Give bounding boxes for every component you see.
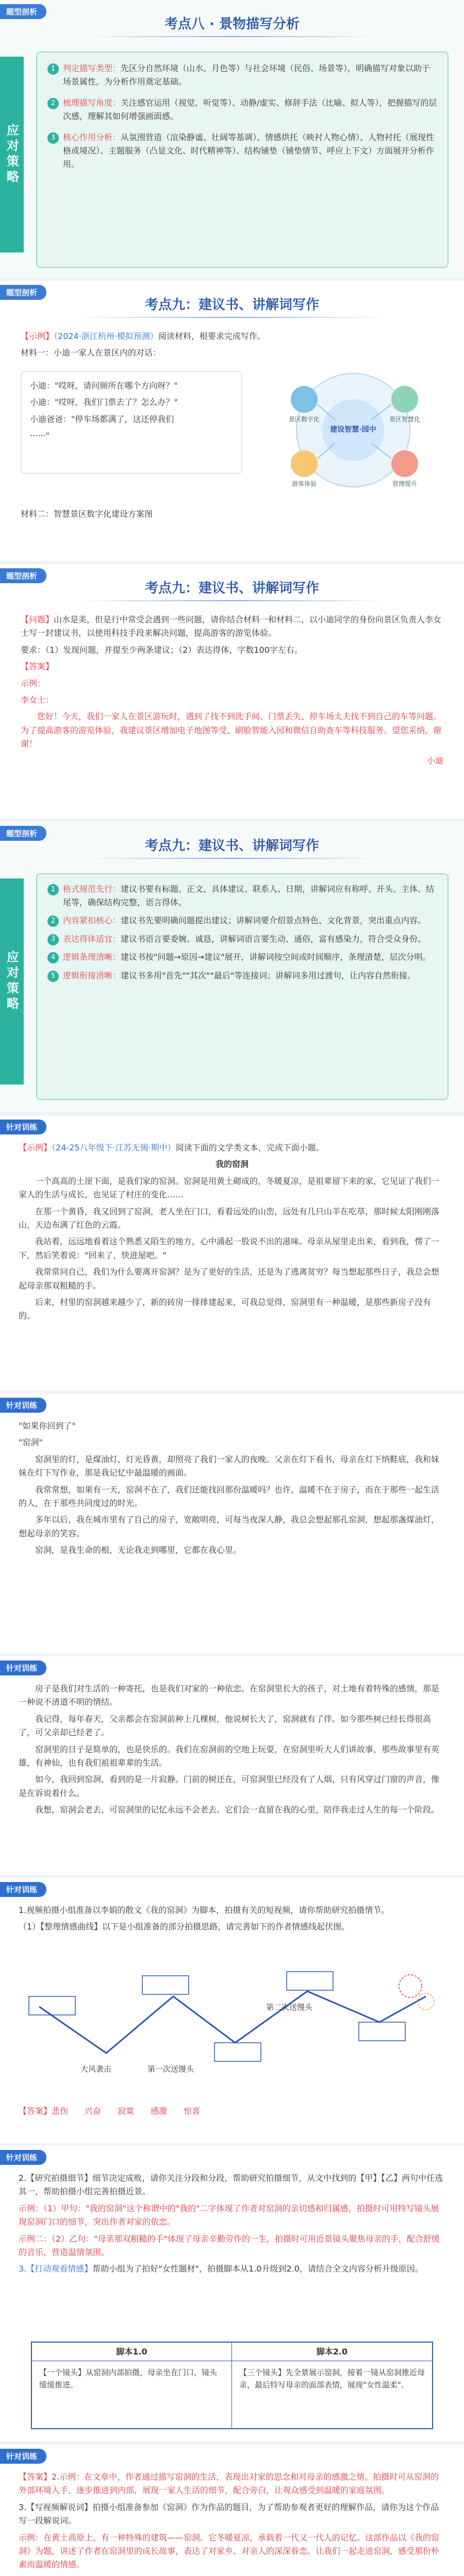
- training-text: [19, 1141, 445, 1326]
- material-2: 材料二：智慧景区数字化建设方案图: [21, 509, 153, 519]
- table-header: 脚本2.0: [232, 2343, 432, 2361]
- item-head: 内容紧扣核心：: [63, 916, 121, 926]
- strategy-box: [36, 52, 449, 268]
- section-tag: 针对训练: [0, 1120, 46, 1134]
- item-number: 3: [47, 132, 59, 144]
- answer-head: 【答案】: [21, 662, 54, 672]
- article-paragraph: 如今，我回到窑洞，看到的是一片寂静。门前的树还在，可窑洞里已经没有了人烟，只有风穿过门窗的声音，像是在诉说着什么。: [19, 1774, 440, 1798]
- example-tag: 【示例】: [19, 1143, 52, 1153]
- dialogue-line: ······": [30, 431, 49, 441]
- strategy-item: [47, 131, 437, 171]
- question-text: 3.【写视频解说词】拍摄小组准备参加《窑洞》作为作品的题目，为了帮助参观者更好的理解作品，请你为这个作品写一段解说词。: [19, 2502, 439, 2526]
- example-answer: 示例：（1）甲句："我的窑洞"这个称谓中的"我的"二字体现了作者对窑洞的亲切感和归属感，拍摄时可用特写镜头展现窑洞门口的细节，突出作者对家的依恋。: [19, 2203, 439, 2227]
- item-text: 建议书多用"首先""其次""最后"等连接词；讲解词多用过渡句，让内容自然衔接。: [121, 970, 416, 980]
- diagram-panel: [258, 363, 449, 497]
- section-tag: 针对训练: [0, 2150, 46, 2165]
- slide-title: 考点八 · 景物描写分析: [164, 16, 300, 32]
- item-text: 建议书语言要委婉、诚恳，讲解词语言要生动、通俗，富有感染力，符合受众身份。: [121, 934, 426, 944]
- curve-label: 大风袭击: [80, 2064, 112, 2074]
- question-text: 帮助小组为了拍好"女性题材"，拍摄脚本从1.0升级到2.0，请结合全文内容分析升级原因。: [92, 2264, 423, 2274]
- article-paragraph: 房子是我们对生活的一种寄托，也是我们对家的一种依恋。在窑洞里长大的孩子，对土地有着特殊的感情，那是一种说不清道不明的情结。: [19, 1684, 440, 1707]
- example-source: （2024·浙江杭州·模拟预测）: [54, 331, 158, 341]
- answer-text: 悲伤 兴奋 寂寞 感激 惊喜: [52, 2106, 201, 2116]
- section-tag: 针对训练: [0, 1398, 46, 1413]
- answer-body: 您好！今天，我们一家人在景区游玩时，遇到了找不到洗手间、门票丢失、停车场太夫找不到自己的车等问题。为了提高游客的游览体验，我建议景区增加电子地图等受、刷脸智能入园和微信自助查车等科技服务。望您采纳，谢谢！: [21, 711, 442, 749]
- quote-line: "窑洞": [19, 1437, 43, 1448]
- material-1: 材料一：小迪一家人在景区内的对话：: [21, 348, 161, 358]
- question-requirement: 要求：（1）发现问题，并提至少两条建议；（2）表达得体，字数100字左右。: [21, 645, 303, 655]
- example-intro: 阅读材料，根要求完成写作。: [158, 331, 266, 341]
- slide-kaodian-9-strategy: [0, 822, 464, 1115]
- strategy-item: [47, 96, 437, 123]
- title-divider: [77, 858, 387, 859]
- slide-title: 考点九：建议书、讲解词写作: [144, 581, 319, 596]
- item-number: 4: [47, 952, 59, 963]
- item-text: 关注感官运用（视觉、听觉等）、动静/虚实、修辞手法（比喻、拟人等），把握描写的层次感，理解其如何增强画面感。: [63, 98, 437, 121]
- strategy-item: [47, 914, 437, 927]
- slide-kaodian-9-answer: [0, 564, 464, 822]
- item-text: 建议书按"问题→原因→建议"展开，讲解词按空间或时间顺序，条理清楚，层次分明。: [121, 952, 431, 962]
- dialogue-line: 小迪："哎呀，我们门票去了？怎么办？": [30, 397, 178, 408]
- strategy-item: [47, 933, 437, 946]
- item-number: 2: [47, 98, 59, 109]
- section-tag: 题型剖析: [0, 568, 46, 583]
- article-paragraph: 我想，窑洞会老去，可窑洞里的记忆永远不会老去。它们会一直留在我的心里，陪伴我走过人生的每一个阶段。: [35, 1805, 440, 1815]
- section-tag: 针对训练: [0, 1882, 46, 1897]
- slide-training-answers: [0, 2445, 464, 2576]
- item-head: 核心作用分析：: [63, 132, 121, 143]
- side-label: 应对策略: [0, 57, 24, 252]
- question-block: [19, 1904, 445, 1937]
- article-paragraph: 我常常想，如果有一天，窑洞不在了，我们还能找回那份温暖吗？也许，温暖不在于房子，而在于那些一起生活的人，在于那些共同度过的时光。: [19, 1484, 440, 1508]
- item-text: 建议书先要明确问题提出建议；讲解词要介绍景点特色、文化背景，突出重点内容。: [121, 916, 426, 926]
- diagram-node: 景区智慧化: [389, 416, 420, 423]
- title-divider: [77, 36, 387, 37]
- question-number: 2.: [19, 2173, 27, 2183]
- slide-training-emotion-curve: [0, 1878, 464, 2146]
- diagram-node: 管理提升: [392, 480, 417, 487]
- training-text: [19, 1682, 445, 1820]
- sub-question: （1）【整理情感曲线】以下是小组准备的部分拍摄思路，请完善如下的作者情感线起伏图。: [19, 1922, 350, 1932]
- article-title: 我的窑洞: [215, 1159, 248, 1170]
- article-paragraph: 窑洞，是我生命的根，无论我走到哪里，它都在我心里。: [35, 1545, 242, 1555]
- item-head: 判定描写类型：: [63, 63, 121, 73]
- question-text: 山水是美，但是行中常受会遇到一些问题，请你结合材料一和材料二，以小迪同学的身份向景区负责人李女士写一封建议书，以使用科技手段来解决问题，提高游客的游览体验。: [21, 615, 442, 638]
- training-text: [19, 1419, 445, 1561]
- item-number: 2: [47, 916, 59, 927]
- slide-kaodian-8: [0, 0, 464, 281]
- side-label: 应对策略: [0, 878, 24, 1084]
- item-head: 逻辑衔接清晰：: [63, 970, 121, 980]
- item-text: 先区分自然环境（山水、月色等）与社会环境（民俗、场景等），明确描写对象以助于场景属性，为分析作用奠定基础。: [63, 63, 430, 87]
- slide-kaodian-9-example: [0, 281, 464, 564]
- diagram-node: 景区数字化: [288, 416, 320, 423]
- title-divider: [77, 317, 387, 318]
- example-answer: 示例二：（2）乙句："母亲那双粗糙的手"体现了母亲辛勤劳作的一生，拍摄时可用近景镜头聚焦母亲的手，配合舒缓的音乐，营造温情氛围。: [19, 2233, 440, 2257]
- example-intro: 阅读下面的文学类文本，完成下面小题。: [175, 1143, 324, 1153]
- section-tag: 针对训练: [0, 1660, 46, 1675]
- item-number: 5: [47, 971, 59, 982]
- diagram-title: 建设智慧·园中: [330, 426, 376, 434]
- article-paragraph: 多年以后，我在城市里有了自己的房子，宽敞明亮，可每当夜深人静，我总会想起那孔窑洞，想起那盏煤油灯，想起母亲的笑容。: [19, 1515, 440, 1538]
- emotion-curve: [19, 1965, 445, 2094]
- example-content: [21, 330, 443, 363]
- emotion-curve-panel: [19, 1965, 445, 2094]
- question-block: [21, 613, 443, 771]
- article-paragraph: 我常常问自己，我们为什么要离开窑洞？是为了更好的生活，还是为了逃离贫穷？每当想起那些日子，我总会想起母亲那双粗糙的手。: [19, 1267, 440, 1291]
- answer-salutation: 李女士：: [21, 694, 54, 705]
- dialogue-line: 小迪爸爸："停车场都满了，这还停我们: [30, 414, 174, 424]
- item-head: 逻辑条理清晰：: [63, 952, 121, 962]
- article-paragraph: 一个高高的土崖下面，是我们家的窑洞。窑洞是用黄土砌成的，冬暖夏凉，是祖辈留下来的家，它见证了我们一家人的生活与成长，也见证了村庄的变化……: [19, 1176, 440, 1200]
- script-table: [31, 2342, 433, 2429]
- article-paragraph: 我记得，每年春天，父亲都会在窑洞前种上几棵树，他说树长大了，窑洞就有了伴。如今那些树已经长得很高了，可父亲却已经老了。: [19, 1714, 432, 1738]
- table-header: 脚本1.0: [32, 2343, 232, 2361]
- dialogue-box: [21, 371, 242, 474]
- strategy-item: [47, 883, 437, 909]
- diagram-node: 游客体验: [291, 480, 317, 487]
- section-tag: 题型剖析: [0, 826, 46, 841]
- item-text: 建议书要有标题、正文、具体建议、联系人、日期，讲解词应有称呼、开头、主体、结尾等，确保结构完整，语言得体。: [63, 884, 435, 907]
- answer-paragraph: 示例：在黄土高原上，有一种特殊的建筑——窑洞。它冬暖夏凉，承载着一代又一代人的记忆。这部作品以《我的窑洞》为题，讲述了作者在窑洞里的成长故事，表达了对家乡、对亲人的深深眷恋。让我们一起走进窑洞，感受那份朴素而温暖的情感。: [19, 2532, 440, 2570]
- item-text: 从氛围营造（渲染静谧、壮阔等基调）、情感烘托（映衬人物心情）、人物衬托（展现性格或境况）、主题服务（凸显文化、时代精神等）、结构铺垫（铺垫情节、呼应上下文）方面展开分析作用。: [63, 132, 435, 169]
- slide-training-text-3: [0, 1656, 464, 1878]
- curve-label: 第二次送馒头: [266, 2003, 313, 2012]
- curve-label: 第一次送馒头: [147, 2064, 194, 2074]
- slide-training-shooting-details: [0, 2146, 464, 2445]
- article-paragraph: 我站着，远远地看着这个熟悉又陌生的地方，心中涌起一股说不出的滋味。母亲从屋里走出来，看到我，愣了一下，然后笑着说："回来了，快进屋吧。": [19, 1236, 440, 1260]
- strategy-item: [47, 62, 437, 88]
- article-paragraph: 窑洞里的灯，是煤油灯，灯光昏黄，却照亮了我们一家人的夜晚。父亲在灯下看书，母亲在灯下纳鞋底，我和妹妹在灯下写作业，那是我记忆中最温暖的画面。: [19, 1454, 440, 1478]
- strategy-item: [47, 951, 437, 964]
- slide-title: 考点九：建议书、讲解词写作: [144, 297, 319, 313]
- item-number: 1: [47, 884, 59, 895]
- item-head: 表达得体适宜：: [63, 934, 121, 944]
- section-tag: 题型剖析: [0, 285, 46, 300]
- dialogue-line: 小迪："哎呀，请问厕所在哪个方向呀？": [30, 381, 178, 391]
- item-head: 梳理描写角度：: [63, 98, 121, 108]
- question-text: 【研究拍摄细节】细节决定成败，请你关注分段和分段，帮助研究拍摄细节，从文中找到的【甲】【乙】两句中任选其一，帮助拍摄小组完善拍摄近景。: [19, 2173, 443, 2197]
- section-tag: 题型剖析: [0, 4, 46, 19]
- answer-block: [19, 2470, 445, 2575]
- question-head: 【问题】: [21, 615, 54, 624]
- answer-signature: 小迪: [426, 755, 443, 766]
- title-divider: [77, 600, 387, 601]
- strategy-item: [47, 969, 437, 982]
- section-tag: 针对训练: [0, 2449, 46, 2464]
- example-tag: 【示例】: [21, 331, 54, 341]
- item-number: 1: [47, 63, 59, 75]
- example-source: （24-25八年级下·江苏无锡·期中）: [52, 1143, 176, 1153]
- question-head: 3.【打动观看情感】: [19, 2264, 93, 2274]
- slide-title: 考点九：建议书、讲解词写作: [144, 838, 319, 854]
- table-cell: 【一个镜头】从窑洞内部拍摄，母亲坐在门口，镜头缓缓推进。: [32, 2361, 232, 2428]
- item-head: 格式规范先行：: [63, 884, 121, 894]
- table-cell: 【三个镜头】先全景展示窑洞，接着一镜从窑洞推近母亲，最后特写母亲的面部表情，展现"女性温柔"。: [239, 2368, 425, 2389]
- answer-paragraph: 【答案】2.示例：在文章中，作者通过描写窑洞的生活，表现出对家的思念和对母亲的感激之情。拍摄时可从窑洞的外部环境入手，逐步推进到内部，展现一家人生活的细节，配合旁白，让观众感受到温暖的家庭氛围。: [19, 2472, 439, 2496]
- strategy-box: [36, 873, 449, 1100]
- question-intro: 视频拍摄小组准备以李娟的散文《我的窑洞》为脚本，拍摄有关的短视频，请你帮助研究拍摄情节。: [26, 1905, 390, 1915]
- article-paragraph: 窑洞里的日子是简单的，也是快乐的。我们在窑洞前的空地上玩耍，在窑洞里听大人们讲故事，那些故事里有英雄，有神仙，也有我们祖祖辈辈的生活。: [19, 1744, 440, 1768]
- question-number: 1.: [19, 1905, 27, 1915]
- slide-training-text-1: [0, 1115, 464, 1394]
- article-paragraph: 在那一个黄昏，我又回到了窑洞，老人坐在门口，看着远处的山峦，远处有几只山羊在吃草，那时候太阳刚刚落山，天边布满了红色的云霞。: [19, 1206, 440, 1230]
- slide-training-text-2: [0, 1394, 464, 1656]
- item-number: 3: [47, 934, 59, 945]
- question-block: [19, 2172, 445, 2279]
- quote-line: "如果你回到了": [19, 1421, 76, 1431]
- article-paragraph: 后来，村里的窑洞越来越少了，新的砖房一排排建起来，可我总觉得，窑洞里有一种温暖，是那些新房子没有的。: [19, 1297, 432, 1321]
- answer-head: 【答案】: [19, 2106, 52, 2116]
- answer-sample-label: 示例：: [21, 678, 46, 688]
